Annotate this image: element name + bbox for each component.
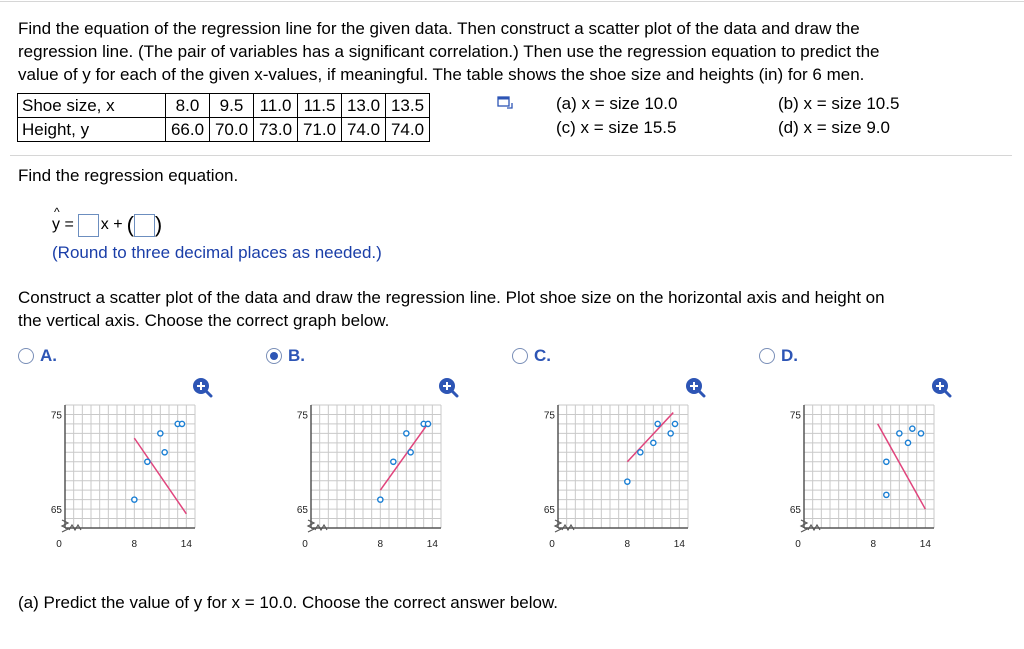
tick-label-x-14: 14 <box>426 539 438 550</box>
option-d-label: D. <box>781 346 798 365</box>
data-point <box>158 431 163 436</box>
data-point <box>391 459 396 464</box>
intro-line-3: value of y for each of the given x-values, if meaningful. The table shows the shoe size and heights (in) for 6 men. <box>18 65 865 84</box>
find-equation-prompt: Find the regression equation. <box>18 166 239 185</box>
data-point <box>638 450 643 455</box>
data-point <box>145 459 150 464</box>
tick-label-x-8: 8 <box>377 539 384 550</box>
table-cell: 11.5 <box>298 94 342 118</box>
section-divider <box>10 155 1012 156</box>
table-cell: 74.0 <box>386 118 430 142</box>
radio-b[interactable] <box>266 348 282 364</box>
problem-statement <box>18 17 1008 86</box>
tick-label-y-65: 65 <box>296 505 308 517</box>
data-point <box>905 440 910 445</box>
tick-label-x-8: 8 <box>870 539 877 550</box>
table-cell: 9.5 <box>210 94 254 118</box>
tick-label-y-65: 65 <box>50 505 62 517</box>
data-point <box>425 421 430 426</box>
equation-mid: x + <box>100 216 123 233</box>
scatter-plot-b[interactable] <box>271 393 471 568</box>
data-point <box>408 450 413 455</box>
data-point <box>162 450 167 455</box>
data-point <box>651 440 656 445</box>
data-point <box>668 431 673 436</box>
data-point <box>655 421 660 426</box>
option-b[interactable] <box>266 346 305 366</box>
data-point <box>884 492 889 497</box>
tick-label-y-75: 75 <box>296 410 308 422</box>
rounding-note: (Round to three decimal places as needed.) <box>52 243 382 262</box>
tick-label-x-14: 14 <box>673 539 685 550</box>
slope-input[interactable] <box>78 214 99 237</box>
tick-label-x-14: 14 <box>180 539 192 550</box>
data-point <box>179 421 184 426</box>
regression-equation <box>52 205 163 238</box>
construct-line-2: the vertical axis. Choose the correct graph below. <box>18 311 390 330</box>
data-point <box>910 426 915 431</box>
row-label-x: Shoe size, x <box>18 94 166 118</box>
tick-label-x-14: 14 <box>919 539 931 550</box>
tick-label-y-75: 75 <box>789 410 801 422</box>
tick-label-y-75: 75 <box>543 410 555 422</box>
option-a[interactable] <box>18 346 57 366</box>
hat-symbol: ^ <box>54 205 60 219</box>
scatter-plot-d[interactable] <box>764 393 964 568</box>
table-cell: 71.0 <box>298 118 342 142</box>
tick-label-x-8: 8 <box>131 539 138 550</box>
question-b: (b) x = size 10.5 <box>778 94 900 113</box>
question-c: (c) x = size 15.5 <box>556 118 677 137</box>
option-d[interactable] <box>759 346 798 366</box>
scatter-plot-a[interactable] <box>25 393 225 568</box>
table-cell: 8.0 <box>166 94 210 118</box>
data-point <box>404 431 409 436</box>
scatter-plot-c[interactable] <box>518 393 718 568</box>
data-point <box>132 497 137 502</box>
table-cell: 70.0 <box>210 118 254 142</box>
close-paren: ) <box>154 212 163 237</box>
radio-a[interactable] <box>18 348 34 364</box>
table-cell: 73.0 <box>254 118 298 142</box>
tick-label-y-75: 75 <box>50 410 62 422</box>
expand-table-icon[interactable] <box>497 96 513 110</box>
open-paren: ( <box>126 212 134 237</box>
top-divider <box>0 1 1024 2</box>
data-point <box>672 421 677 426</box>
tick-label-y-65: 65 <box>543 505 555 517</box>
tick-label-x-8: 8 <box>624 539 631 550</box>
question-a: (a) x = size 10.0 <box>556 94 678 113</box>
intercept-input[interactable] <box>134 214 155 237</box>
table-cell: 13.5 <box>386 94 430 118</box>
option-a-label: A. <box>40 346 57 365</box>
table-cell: 66.0 <box>166 118 210 142</box>
data-point <box>378 497 383 502</box>
data-point <box>897 431 902 436</box>
option-c[interactable] <box>512 346 551 366</box>
question-d: (d) x = size 9.0 <box>778 118 890 137</box>
construct-prompt <box>18 286 1008 332</box>
data-point <box>918 431 923 436</box>
tick-label-x-0: 0 <box>302 539 308 550</box>
row-label-y: Height, y <box>18 118 166 142</box>
tick-label-x-0: 0 <box>795 539 801 550</box>
regression-line <box>627 413 673 462</box>
part-a-prompt: (a) Predict the value of y for x = 10.0. Choose the correct answer below. <box>18 593 559 612</box>
data-point <box>884 459 889 464</box>
data-point <box>625 479 630 484</box>
radio-d[interactable] <box>759 348 775 364</box>
option-c-label: C. <box>534 346 551 365</box>
table-cell: 11.0 <box>254 94 298 118</box>
option-b-label: B. <box>288 346 305 365</box>
tick-label-x-0: 0 <box>549 539 555 550</box>
table-cell: 74.0 <box>342 118 386 142</box>
intro-line-1: Find the equation of the regression line for the given data. Then construct a scatter plot of the data and draw the <box>18 19 860 38</box>
table-cell: 13.0 <box>342 94 386 118</box>
table-row-x <box>18 94 430 118</box>
tick-label-y-65: 65 <box>789 505 801 517</box>
equation-lhs: y = <box>52 216 74 233</box>
construct-line-1: Construct a scatter plot of the data and draw the regression line. Plot shoe size on the horizontal axis and height on <box>18 288 885 307</box>
intro-line-2: regression line. (The pair of variables has a significant correlation.) Then use the regression equation to predict the <box>18 42 880 61</box>
table-row-y <box>18 118 430 142</box>
data-table <box>17 93 430 142</box>
radio-c[interactable] <box>512 348 528 364</box>
y-hat <box>52 205 74 234</box>
tick-label-x-0: 0 <box>56 539 62 550</box>
